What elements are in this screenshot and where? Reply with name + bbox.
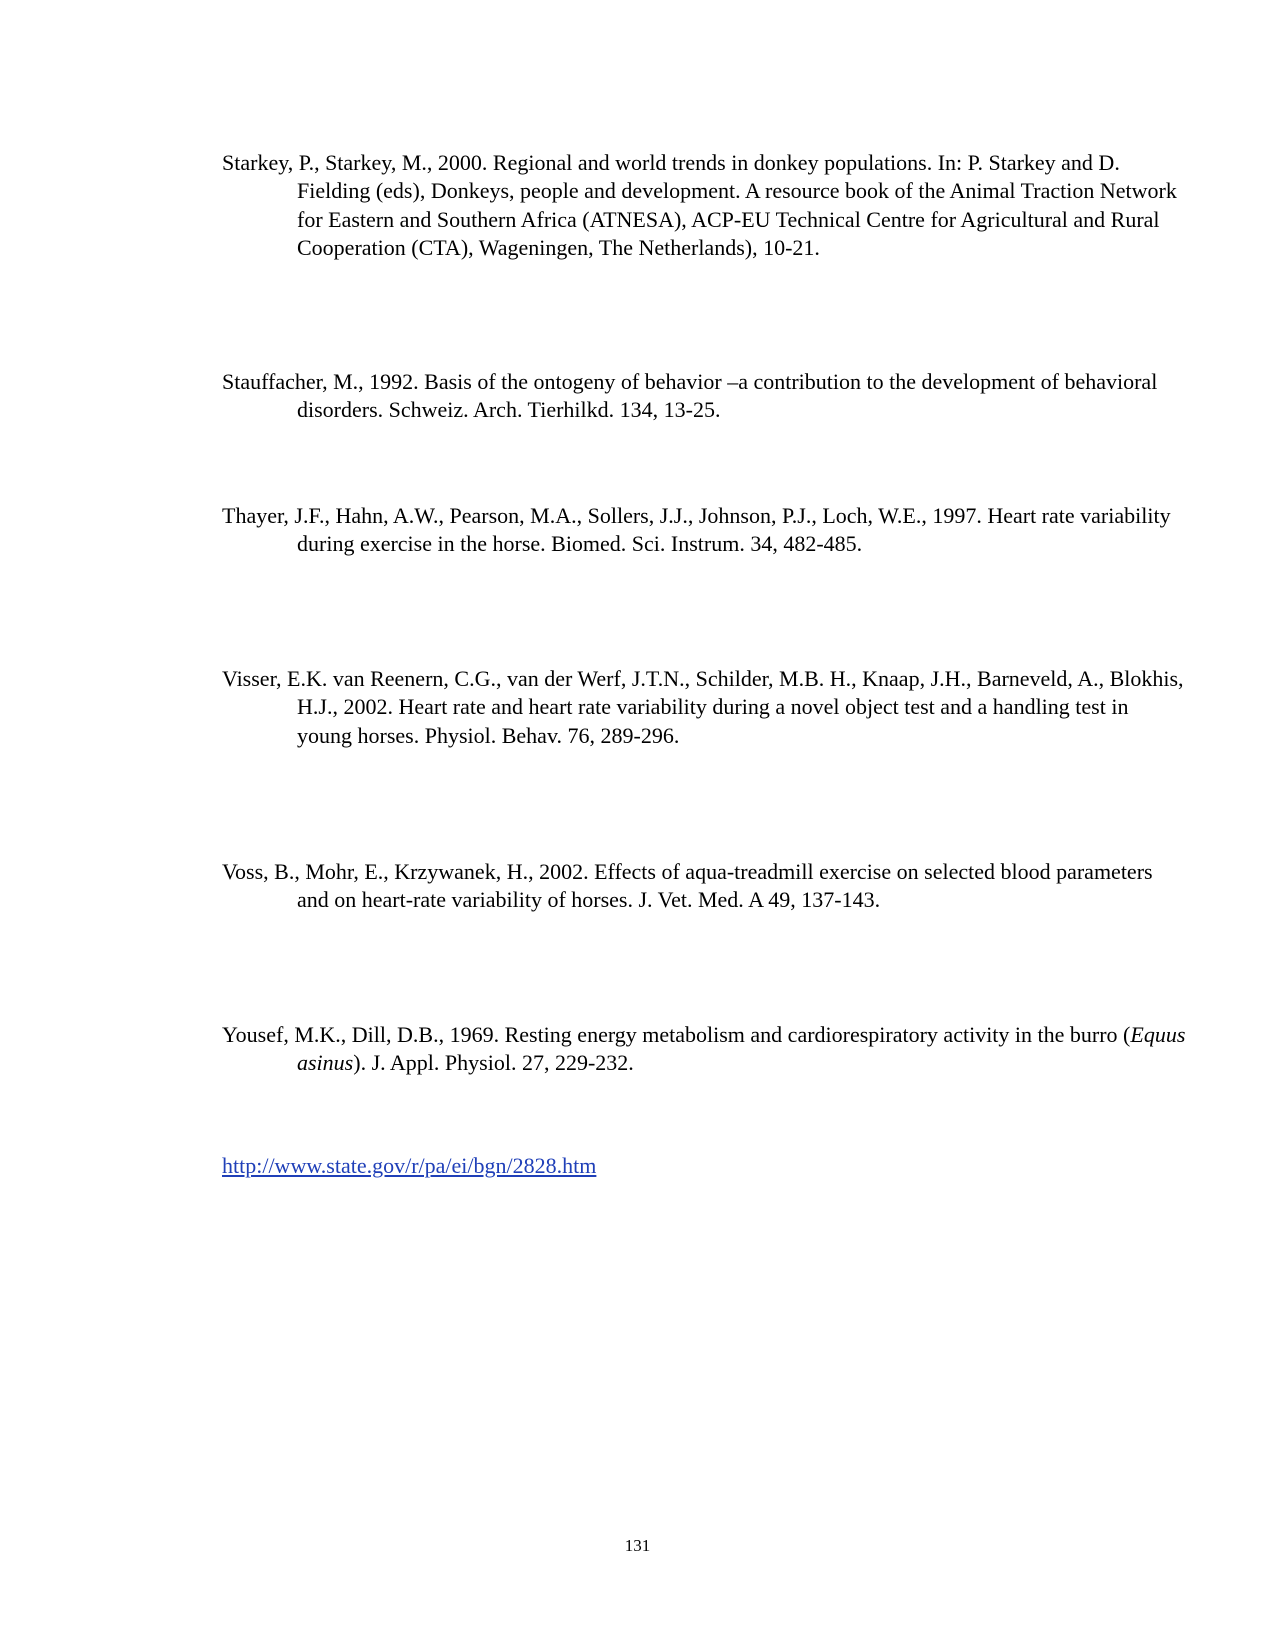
reference-entry: [222, 1021, 1187, 1078]
state-gov-link[interactable]: http://www.state.gov/r/pa/ei/bgn/2828.htm: [222, 1153, 597, 1178]
reference-entry: Starkey, P., Starkey, M., 2000. Regional and world trends in donkey populations. In: P. Starkey and D. Fielding (eds), Donkeys, people and development. A resource book of the Animal Traction Network for Eastern and Southern Africa (ATNESA), ACP-EU Technical Centre for Agricultural and Rural Cooperation (CTA), Wageningen, The Netherlands), 10-21.: [222, 150, 1177, 261]
reference-entry: Thayer, J.F., Hahn, A.W., Pearson, M.A., Sollers, J.J., Johnson, P.J., Loch, W.E., 1997. Heart rate variability during exercise in the horse. Biomed. Sci. Instrum. 34, 482-485.: [222, 503, 1171, 557]
reference-text: ). J. Appl. Physiol. 27, 229-232.: [353, 1050, 634, 1076]
reference-entry: Voss, B., Mohr, E., Krzywanek, H., 2002. Effects of aqua-treadmill exercise on selected blood parameters and on heart-rate variability of horses. J. Vet. Med. A 49, 137-143.: [222, 859, 1153, 913]
reference-text: Yousef, M.K., Dill, D.B., 1969. Resting energy metabolism and cardiorespiratory activity in the burro (: [222, 1022, 1131, 1047]
reference-entry: Stauffacher, M., 1992. Basis of the ontogeny of behavior –a contribution to the development of behavioral disorders. Schweiz. Arch. Tierhilkd. 134, 13-25.: [222, 369, 1158, 423]
species-name: Equus asinus: [297, 1022, 1186, 1076]
reference-entry: Visser, E.K. van Reenern, C.G., van der Werf, J.T.N., Schilder, M.B. H., Knaap, J.H., Barneveld, A., Blokhis, H.J., 2002. Heart rate and heart rate variability during a novel object test and a handling test in young horses. Physiol. Behav. 76, 289-296.: [222, 666, 1184, 748]
page-number: 131: [624, 1536, 651, 1555]
